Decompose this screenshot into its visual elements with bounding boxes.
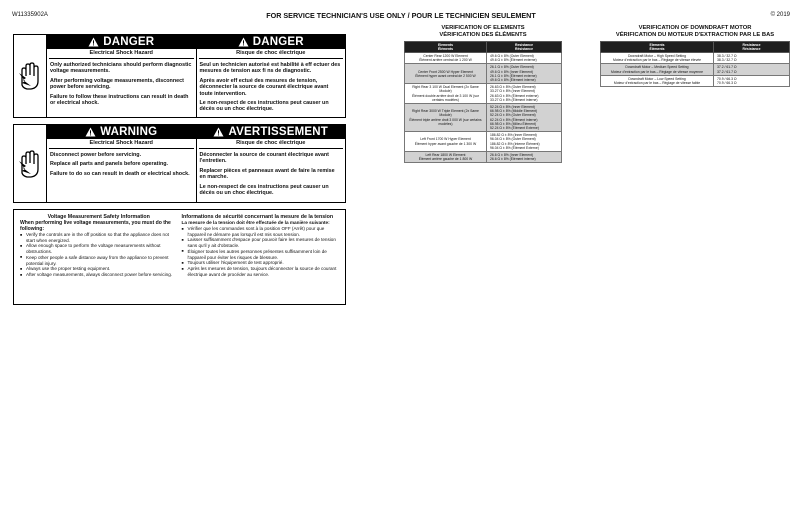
shock-hazard-icon [14,35,47,117]
safety-message: Après avoir eff ectué des mesures de tension, déconnecter la source de courant électrique avant toute intervention. [199,77,329,97]
resistance-cell: 26.63 Ω ± 8% (Outer Element) 33.27 Ω ± 8% (Inner Element) 26.63 Ω ± 8% (Élément externe) 33.27 Ω ± 8% (Élément interne) [487,84,562,104]
warning-signal-word: WARNING [47,125,196,139]
safety-message: After performing voltage measurements, disconnect power before servicing. [50,77,184,91]
alert-triangle-icon [88,37,99,47]
safety-message: Failure to do so can result in death or electrical shock. [50,170,190,177]
resistance-cell: 52.24 Ω ± 8% (Inner Element) 66.98 Ω ± 8% (Middle Element) 52.24 Ω ± 8% (Outer Element) 62.24 Ω ± 8% (Élément interne) 66.98 Ω ± 8% (Milieu Élément) 52.24 Ω ± 8% (Élément Externe) [487,104,562,132]
downdraft-table [600,41,790,87]
list-item: ■ Toujours utiliser l'équipement de test approprié. [182,260,340,266]
hazard-title-fr: Risque de choc électrique [199,49,344,59]
danger-box [13,34,346,118]
list-item: ■ Always use the proper testing equipment. [20,266,178,272]
safety-message: Déconnecter la source de courant électrique avant l'entretien. [199,152,329,165]
safety-message: Replace all parts and panels before operating. [50,161,169,168]
element-name-cell: Right Rear 3 100 W Dual Element (2x Same Module) Élément double arrière droit de 3 100 W (sur certains modèles) [405,84,487,104]
safety-message: Failure to follow these instructions can result in death or electrical shock. [50,93,189,107]
warning-box [13,124,346,203]
danger-signal-word: DANGER [47,35,196,49]
part-number: W11335902A [12,12,48,18]
hazard-title: Electrical Shock Hazard [49,49,194,59]
element-name-cell: Center Rear 1200 W Element Élément arrière central de 1 200 W [405,53,487,64]
hazard-title: Electrical Shock Hazard [49,139,194,149]
section-title: Informations de sécurité concernant la mesure de la tension [181,214,334,220]
table-row [601,53,790,64]
voltage-info-en [18,214,180,300]
safety-message: Replacer pièces et panneaux avant de faire la remise en marche. [199,167,335,181]
downdraft-table-title: VERIFICATION OF DOWNDRAFT MOTOR VÉRIFICATION DU MOTEUR D'EXTRACTION PAR LE BAS [615,25,775,38]
list-item: ■ Keep other people a safe distance away from the appliance to prevent potential injury. [20,255,178,266]
resistance-cell: 38.3 / 32.7 Ω 38.3 / 32.7 Ω [714,53,790,64]
column-header: Resistance Résistance [487,42,562,53]
table-row [601,75,790,86]
element-name-cell: Right Rear 3000 W Triple Element (2x Same Module) Élément triple arrière droit 3 000 W (sur certains modèles) [405,104,487,132]
table-row [405,84,562,104]
table-row [405,104,562,132]
column-header: Elements Éléments [601,42,714,53]
table-row [405,132,562,152]
column-header: Resistance Résistance [714,42,790,53]
table-row [405,152,562,163]
elements-table-title: VERIFICATION OF ELEMENTS VÉRIFICATION DES ÉLÉMENTS [439,25,527,38]
voltage-safety-info [13,209,346,305]
element-name-cell: Left Rear 1800 W Element Élément arrière gauche de 1 800 W [405,152,487,163]
table-row [601,64,790,75]
safety-message: Disconnect power before servicing. [50,152,142,158]
resistance-cell: 186.82 Ω ± 8% (Inner Element) 96.04 Ω ± 8% (Outer Element) 186.82 Ω ± 8% (Interne Élément) 96.04 Ω ± 8% (Élément Externe) [487,132,562,152]
list-item: ■ Après les mesures de tension, toujours déconnecter la source de courant électrique avant de procéder au service. [182,266,340,277]
element-name-cell: Downdraft Motor – Low Speed Setting Moteur d'extraction par le bas – Réglage de vitesse faible [601,75,714,86]
column-header: Elements Éléments [405,42,487,53]
table-row [405,64,562,84]
section-intro: La mesure de la tension doit être effectuée de la manière suivante: [181,220,330,225]
element-name-cell: Downdraft Motor – High Speed Setting Moteur d'extraction par le bas – Réglage de vitesse élevée [601,53,714,64]
list-item: ■ Vérifier que les commandes sont à la position OFF (Arrêt) pour que l'appareil ne démarre pas lorsqu'il est mis sous tension. [182,226,340,237]
shock-hazard-icon [14,125,47,202]
page-title: FOR SERVICE TECHNICIAN'S USE ONLY / POUR LE TECHNICIEN SEULEMENT [266,11,536,20]
alert-triangle-icon [238,37,249,47]
resistance-cell: 37.2 / 61.7 Ω 37.2 / 61.7 Ω [714,64,790,75]
safety-message: Seul un technicien autorisé est habilité à eff ectuer des mesures de tension aux fi ns de diagnostic. [199,62,341,75]
list-item: ■ Allow enough space to perform the voltage measurements without obstructions. [20,243,178,254]
element-name-cell: Left Front 1700 W Hyper Element Élément hyper avant gauche de 1 300 W [405,132,487,152]
safety-message: Le non-respect de ces instructions peut causer un décès ou un choc électrique. [199,100,329,113]
table-row [405,53,562,64]
safety-message: Le non-respect de ces instructions peut causer un décès ou un choc électrique. [199,183,329,197]
list-item: ■ After voltage measurements, always disconnect power before servicing. [20,272,178,278]
resistance-cell: 26.6 Ω ± 8% (Inner Element) 26.6 Ω ± 8% (Élément interne) [487,152,562,163]
alert-triangle-icon [213,127,224,137]
list-item: ■ Verify the controls are in the off position so that the appliance does not start when energized. [20,232,178,243]
list-item: ■ Éloigner toutes les autres personnes présentes suffisamment loin de l'appareil pour éviter les risques de blessure. [182,249,340,260]
section-intro: When performing live voltage measurements, you must do the following: [20,220,171,232]
section-title: Voltage Measurement Safety Information [47,214,150,220]
resistance-cell: 49.6 Ω ± 8% (Outer Element) 49.6 Ω ± 8% (Élément externe) [487,53,562,64]
copyright: © 2019 [770,12,790,18]
element-name-cell: Downdraft Motor – Medium Speed Setting Moteur d'extraction par le bas – Réglage de vitesse moyenne [601,64,714,75]
safety-message: Only authorized technicians should perform diagnostic voltage measurements. [50,62,192,75]
resistance-cell: 26.1 Ω ± 8% (Outer Element) 49.6 Ω ± 8% (Inner Element) 26.1 Ω ± 8% (Élément externe) 49.6 Ω ± 8% (Élément interne) [487,64,562,84]
list-item: ■ Laisser suffisamment d'espace pour pouvoir faire les mesures de tension sans qu'il y ait d'obstacle. [182,237,340,248]
element-name-cell: Center Front 2500 W Hyper Element Élément hyper avant central de 2 500 W [405,64,487,84]
hazard-title-fr: Risque de choc électrique [199,139,344,149]
alert-triangle-icon [85,127,96,137]
resistance-cell: 70.9 / 66.3 Ω 70.9 / 66.3 Ω [714,75,790,86]
voltage-info-fr [180,214,342,300]
danger-signal-word-fr: DANGER [197,35,346,49]
elements-table [404,41,562,163]
warning-signal-word-fr: AVERTISSEMENT [197,125,346,139]
